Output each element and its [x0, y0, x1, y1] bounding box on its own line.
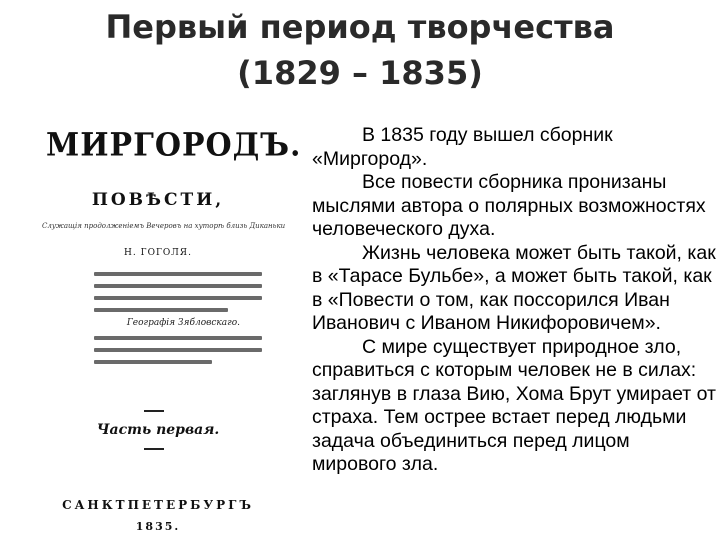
book-epigraph	[94, 272, 262, 372]
book-part: Часть первая.	[96, 422, 220, 438]
paragraph: В 1835 году вышел сборник «Миргород».	[312, 124, 613, 170]
book-main-title: МИРГОРОДЪ.	[46, 127, 302, 164]
paragraph: С мире существует природное зло, справиться с которым человек не в силах: заглянув в глаза Вию, Хома Брут умирает от страха. Тем острее встает перед людьми задача объединиться перед лицом мирового зла.	[312, 335, 716, 475]
epigraph-line	[94, 348, 262, 352]
epigraph-line	[94, 284, 262, 288]
book-title-page-image	[42, 118, 302, 536]
slide-title	[0, 4, 720, 96]
epigraph-signature: Географія Зябловскаго.	[126, 318, 240, 328]
slide-title-line-2: (1829 – 1835)	[237, 54, 483, 92]
paragraph: Жизнь человека может быть такой, как в «Тарасе Бульбе», а может быть такой, как в «Повести о том, как поссорился Иван Иванович с Иваном Никифоровичем».	[312, 241, 716, 334]
book-year: 1835.	[135, 520, 181, 533]
book-subtitle: ПОВѢСТИ,	[91, 190, 225, 210]
slide-title-line-1: Первый период творчества	[105, 8, 615, 46]
ornament-dash	[144, 448, 164, 450]
book-city: САНКТПЕТЕРБУРГЪ	[62, 498, 254, 512]
paragraph: Все повести сборника пронизаны мыслями автора о полярных возможностях человеческого духа.	[312, 171, 706, 240]
epigraph-line	[94, 296, 262, 300]
epigraph-line	[94, 272, 262, 276]
body-text	[312, 124, 716, 477]
book-author: Н. ГОГОЛЯ.	[124, 248, 192, 258]
book-note: Служащія продолженіемъ Вечеровъ на хуторѣ близь Диканьки	[42, 222, 286, 230]
epigraph-line	[94, 336, 262, 340]
epigraph-line	[94, 360, 212, 364]
epigraph-line	[94, 308, 228, 312]
ornament-dash	[144, 410, 164, 412]
